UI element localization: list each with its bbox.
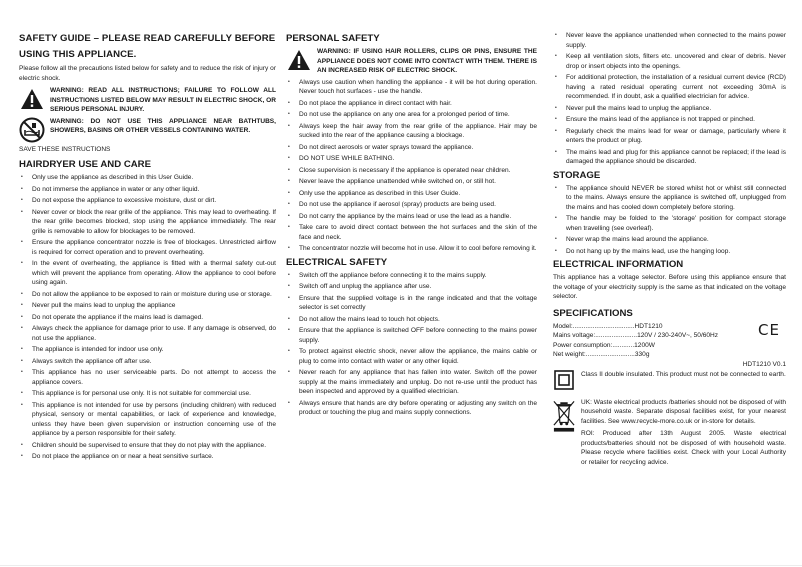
list-item: • Ensure the appliance concentrator nozzle is free of blockages. Unrestricted airflow is required for correct operation and to prevent overheating. [19, 238, 276, 257]
document-title: SAFETY GUIDE – PLEASE READ CAREFULLY BEFORE USING THIS APPLIANCE. [19, 33, 276, 60]
list-item: • Ensure the mains lead of the appliance is not trapped or pinched. [553, 115, 786, 125]
column-left [19, 31, 276, 464]
list-item: • Only use the appliance as described in this User Guide. [19, 173, 276, 183]
column-right [553, 31, 786, 470]
list-item: • The mains lead and plug for this appliance cannot be replaced; if the lead is damaged the appliance should be discarded. [553, 148, 786, 167]
list-item: • Do not expose the appliance to excessive moisture, dust or dirt. [19, 196, 276, 206]
warning-triangle-icon [19, 86, 45, 112]
ce-mark-icon: CE [758, 320, 780, 339]
list-item: • Always use caution when handling the appliance - it will be hot during operation. Never touch hot surfaces - use the handle. [286, 78, 537, 97]
list-item: • Always keep the hair away from the rear grille of the appliance. Hair may be sucked into the rear of the appliance causing a blockage. [286, 122, 537, 141]
storage-list [553, 184, 786, 257]
section-heading-hairdryer-care: HAIRDRYER USE AND CARE [19, 159, 152, 170]
warning-read-instructions [19, 86, 276, 115]
list-item: • Switch off and unplug the appliance after use. [286, 282, 537, 292]
list-item: • Do not operate the appliance if the mains lead is damaged. [19, 313, 276, 323]
list-item: • Never reach for any appliance that has fallen into water. Switch off the power supply at the mains immediately and unplug. Do not re-use until the product has been inspected and approved by a qualified electrician. [286, 368, 537, 397]
weee-text-block [581, 398, 786, 471]
list-item: • Always check the appliance for damage prior to use. If any damage is observed, do not use the appliance. [19, 324, 276, 343]
list-item: • Never leave the appliance unattended while switched on, or still hot. [286, 177, 537, 187]
hairdryer-care-list [19, 173, 276, 462]
list-item: • This appliance has no user serviceable parts. Do not attempt to access the appliance covers. [19, 368, 276, 387]
list-item: • Regularly check the mains lead for wear or damage, particularly where it enters the product or plug. [553, 127, 786, 146]
page-bottom-divider [0, 565, 802, 566]
list-item: • This appliance is for personal use only. It is not suitable for commercial use. [19, 389, 276, 399]
class2-notice [553, 370, 786, 390]
electrical-safety-list [286, 271, 537, 418]
list-item: • Do not direct aerosols or water sprays toward the appliance. [286, 143, 537, 153]
warning-hair-rollers [286, 47, 537, 76]
list-item: • This appliance is not intended for use by persons (including children) with reduced physical, sensory or mental capabilities, or lack of experience and knowledge, unless they have been given supervision or instruction concerning use of the appliance by a person responsible for their safety. [19, 401, 276, 439]
double-insulated-icon [553, 370, 575, 390]
spec-row-power: Power consumption: ............ 1200W [553, 341, 655, 349]
electrical-safety-continued-list [553, 31, 786, 167]
list-item: • Switch off the appliance before connecting it to the mains supply. [286, 271, 537, 281]
spec-row-weight: Net weight: ........................... 330g [553, 351, 650, 358]
list-item: • Keep all ventilation slots, filters etc. uncovered and clear of debris. Never drop or insert objects into the openings. [553, 52, 786, 71]
list-item: • In the event of overheating, the appliance is fitted with a thermal safety cut-out which will prevent the appliance from operating. Allow the appliance to cool before using again. [19, 259, 276, 288]
list-item: • Do not carry the appliance by the mains lead or use the lead as a handle. [286, 212, 537, 222]
weee-notice [553, 398, 786, 471]
list-item: • Never cover or block the rear grille of the appliance. This may lead to overheating. If the rear grille becomes blocked, stop using the appliance immediately. The rear grille is removable to allow for blockages to be removed. [19, 208, 276, 237]
list-item: • Do not use the appliance if aerosol (spray) products are being used. [286, 200, 537, 210]
list-item: • Never pull the mains lead to unplug the appliance [19, 301, 276, 311]
warning-text: WARNING: DO NOT USE THIS APPLIANCE NEAR BATHTUBS, SHOWERS, BASINS OR OTHER VESSELS CONTAINING WATER. [50, 117, 276, 134]
list-item: • Never leave the appliance unattended when connected to the mains power supply. [553, 31, 786, 50]
list-item: • The concentrator nozzle will become hot in use. Allow it to cool before removing it. [286, 244, 537, 254]
weee-uk-text: UK: Waste electrical products /batteries should not be disposed of with household waste. Separate disposal facilities exist, for your nearest facilities. See www.recycle-more.co.uk or in-store for details. [581, 398, 786, 425]
list-item: • Do not allow the mains lead to touch hot objects. [286, 315, 537, 325]
list-item: • The handle may be folded to the 'storage' position for compact storage when travelling (see overleaf). [553, 214, 786, 233]
section-heading-storage: STORAGE [553, 169, 601, 181]
section-heading-specifications: SPECIFICATIONS [553, 307, 633, 319]
list-item: • Do not immerse the appliance in water or any other liquid. [19, 185, 276, 195]
crossed-bin-icon [553, 398, 575, 434]
personal-safety-list [286, 78, 537, 254]
list-item: • Do not use the appliance on any one area for a prolonged period of time. [286, 110, 537, 120]
version-label: HDT1210 V0.1 [742, 360, 786, 368]
list-item: • The appliance is intended for indoor use only. [19, 345, 276, 355]
class2-text: Class II double insulated. This product must not be connected to earth. [581, 370, 786, 378]
list-item: • Always switch the appliance off after use. [19, 357, 276, 367]
section-heading-personal-safety: PERSONAL SAFETY [286, 33, 380, 44]
list-item: • Ensure that the appliance is switched OFF before connecting to the mains power supply. [286, 326, 537, 345]
list-item: • Ensure that the supplied voltage is in the range indicated and that the voltage selector is set correctly [286, 294, 537, 313]
section-heading-electrical-information: ELECTRICAL INFORMATION [553, 259, 684, 270]
list-item: • For additional protection, the installation of a residual current device (RCD) having a rated residual operating current not exceeding 30mA is recommended. If in doubt, ask a qualified electrician for advice. [553, 73, 786, 102]
list-item: • The appliance should NEVER be stored whilst hot or whilst still connected to the mains. Always ensure the appliance is switched off, unplugged from the mains and has cooled down completely before storing. [553, 184, 786, 213]
specifications-table [553, 320, 786, 368]
spec-row-model: Model: .................................. HDT1210 [553, 322, 663, 330]
warning-text: WARNING: IF USING HAIR ROLLERS, CLIPS OR PINS, ENSURE THE APPLIANCE DOES NOT COME INTO CONTACT WITH THEM. THERE IS AN INCREASED RISK OF ELECTRIC SHOCK. [317, 48, 537, 74]
list-item: • Children should be supervised to ensure that they do not play with the appliance. [19, 441, 276, 451]
warning-text: WARNING: READ ALL INSTRUCTIONS; FAILURE TO FOLLOW ALL INSTRUCTIONS LISTED BELOW MAY RESULT IN ELECTRIC SHOCK, OR SERIOUS PERSONAL INJURY. [50, 87, 276, 113]
list-item: • DO NOT USE WHILE BATHING. [286, 154, 537, 164]
list-item: • Never pull the mains lead to unplug the appliance. [553, 104, 786, 114]
save-instructions-note: SAVE THESE INSTRUCTIONS [19, 145, 111, 153]
warning-water [19, 117, 276, 143]
column-middle [286, 31, 537, 420]
section-heading-electrical-safety: ELECTRICAL SAFETY [286, 256, 388, 268]
list-item: • Do not place the appliance in direct contact with hair. [286, 99, 537, 109]
list-item: • Always ensure that hands are dry before operating or adjusting any switch on the product or touching the plug and mains supply connections. [286, 399, 537, 418]
list-item: • Close supervision is necessary if the appliance is operated near children. [286, 166, 537, 176]
warning-triangle-icon [286, 47, 312, 73]
list-item: • Do not hang up by the mains lead, use the hanging loop. [553, 247, 786, 257]
list-item: • To protect against electric shock, never allow the appliance, the mains cable or plug to come into contact with water or any other liquid. [286, 347, 537, 366]
list-item: • Never wrap the mains lead around the appliance. [553, 235, 786, 245]
electrical-information-text: This appliance has a voltage selector. Before using this appliance ensure that the voltage of your electricity supply is the same as that indicated on the voltage selector. [553, 274, 786, 300]
no-bath-icon [19, 117, 45, 143]
weee-roi-text: ROI: Produced after 13th August 2005. Waste electrical products/batteries should not be disposed of with household waste. Please recycle where facilities exist. Check with your Local Authority or retailer for recycling advice. [581, 430, 786, 466]
list-item: • Take care to avoid direct contact between the hot surfaces and the skin of the face and neck. [286, 223, 537, 242]
spec-row-mains-voltage: Mains voltage: ....................... 120V / 230-240V~, 50/60Hz [553, 332, 719, 339]
list-item: • Only use the appliance as described in this User Guide. [286, 189, 537, 199]
list-item: • Do not allow the appliance to be exposed to rain or moisture during use or storage. [19, 290, 276, 300]
list-item: • Do not place the appliance on or near a heat sensitive surface. [19, 452, 276, 462]
intro-text: Please follow all the precautions listed below for safety and to reduce the risk of injury or electric shock. [19, 65, 276, 82]
